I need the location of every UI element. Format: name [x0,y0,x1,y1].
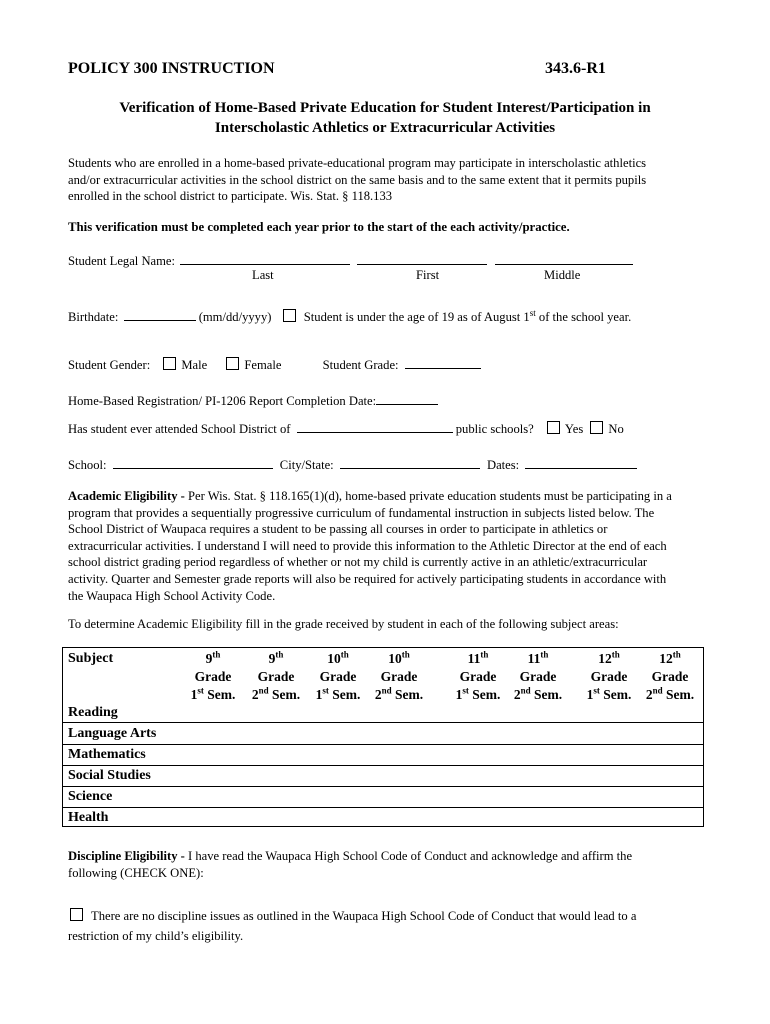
under-19-checkbox[interactable] [283,309,296,322]
school-input[interactable] [113,456,273,469]
last-caption: Last [252,268,274,282]
middle-caption: Middle [544,268,581,282]
semester-number: 1 [455,687,463,702]
student-name-row [68,252,633,269]
academic-line: the Waupaca High School Activity Code. [68,588,276,603]
no-checkbox[interactable] [590,421,603,434]
semester-label: Sem. [468,687,501,702]
policy-number: 343.6-R1 [545,60,606,77]
school-label: School: [68,458,107,472]
grade-number-sup: th [401,649,410,660]
registration-label: Home-Based Registration/ PI-1206 Report Completion Date: [68,394,377,408]
subject-mathematics: Mathematics [68,747,146,762]
attended-label: Has student ever attended School District of [68,422,291,436]
subject-language-arts: Language Arts [68,726,157,741]
discipline-line: following (CHECK ONE): [68,865,204,880]
semester-number: 1 [190,687,198,702]
intro-paragraph [68,155,716,205]
semester-label: Sem. [662,687,695,702]
discipline-line: I have read the Waupaca High School Code of Conduct and acknowledge and affirm the [188,849,633,863]
last-name-input[interactable] [180,252,350,265]
academic-line: program that provides a sequentially progressive curriculum of fundamental instruction in subjects listed below. The [68,505,655,520]
birthdate-label: Birthdate: [68,310,119,324]
row-divider [62,744,704,745]
first-name-input[interactable] [357,252,487,265]
subject-header: Subject [68,651,114,666]
grade-column-header [303,650,373,704]
academic-heading: Academic Eligibility - [68,489,188,503]
semester-label: Sem. [328,687,361,702]
grade-number-sup: th [540,649,549,660]
grade-label: Grade [194,669,232,684]
grade-number-sup: th [212,649,221,660]
semester-label: Sem. [530,687,563,702]
academic-line: Per Wis. Stat. § 118.165(1)(d), home-based private education students must be participating in a [187,489,672,503]
grade-column-header [503,650,573,704]
grade-number-sup: th [611,649,620,660]
semester-label: Sem. [203,687,236,702]
grade-column-header [364,650,434,704]
grade-number: 11 [467,651,481,666]
birthdate-format: (mm/dd/yyyy) [198,310,272,324]
semester-sup: st [462,685,469,696]
grade-label: Grade [651,669,689,684]
no-label: No [608,422,624,436]
grade-number: 9 [205,651,213,666]
under-19-sup: st [529,307,536,318]
gender-label: Student Gender: [68,358,151,372]
academic-line: activity. Quarter and Semester grade reports will also be required for actively participating students in accordance with [68,571,667,586]
semester-number: 1 [315,687,323,702]
grade-instruction: To determine Academic Eligibility fill in the grade received by student in each of the following subject areas: [68,617,619,631]
male-label: Male [181,358,208,372]
discipline-eligibility-paragraph [68,848,716,881]
subject-health: Health [68,810,109,825]
birthdate-input[interactable] [124,308,196,321]
female-label: Female [244,358,282,372]
district-input[interactable] [297,420,453,433]
grade-number: 12 [598,651,612,666]
semester-sup: st [197,685,204,696]
subject-science: Science [68,789,113,804]
semester-sup: st [322,685,329,696]
intro-line: enrolled in the school district to participate. Wis. Stat. § 118.133 [68,189,393,204]
form-title-line1: Verification of Home-Based Private Education for Student Interest/Participation in [119,100,651,116]
semester-number: 1 [586,687,594,702]
grade-number: 12 [659,651,673,666]
grade-number: 11 [527,651,541,666]
intro-line: and/or extracurricular activities in the school district on the same basis and to the same extent that it permits pupils [68,172,647,187]
student-grade-label: Student Grade: [322,358,399,372]
grade-label: Grade [380,669,418,684]
grade-number: 9 [268,651,276,666]
city-state-input[interactable] [340,456,480,469]
semester-number: 2 [645,687,653,702]
yes-checkbox[interactable] [547,421,560,434]
registration-date-input[interactable] [376,392,438,405]
yes-label: Yes [564,422,584,436]
semester-sup: nd [258,685,269,696]
intro-line: Students who are enrolled in a home-based private-educational program may participate in interscholastic athletics [68,156,647,170]
academic-line: extracurricular activities. I understand I will need to provide this information to the Athletic Director at the end of each [68,538,667,553]
semester-sup: nd [652,685,663,696]
grade-label: Grade [519,669,557,684]
student-name-label: Student Legal Name: [68,254,176,268]
subject-social-studies: Social Studies [68,768,151,783]
city-state-label: City/State: [279,458,334,472]
school-row [68,456,637,473]
female-checkbox[interactable] [226,357,239,370]
grade-number-sup: th [275,649,284,660]
student-grade-input[interactable] [405,356,481,369]
discipline-option-1 [68,908,636,924]
grade-number-sup: th [480,649,489,660]
under-19-text-end: of the school year. [535,310,632,324]
gender-row [68,356,481,373]
grade-number-sup: th [672,649,681,660]
grade-number: 10 [388,651,402,666]
semester-number: 2 [251,687,259,702]
no-discipline-text: There are no discipline issues as outlined in the Waupaca High School Code of Conduct that would lead to a [91,909,637,923]
middle-name-input[interactable] [495,252,633,265]
semester-sup: nd [520,685,531,696]
row-divider [62,807,704,808]
grade-label: Grade [590,669,628,684]
semester-number: 2 [374,687,382,702]
public-schools-label: public schools? [455,422,534,436]
under-19-text: Student is under the age of 19 as of August 1 [303,310,530,324]
discipline-heading: Discipline Eligibility - [68,849,189,863]
no-discipline-checkbox[interactable] [70,908,83,921]
birthdate-row [68,308,631,325]
grade-column-header [241,650,311,704]
annual-notice: This verification must be completed each year prior to the start of the each activity/practice. [68,220,570,234]
under-19-label [303,307,632,324]
policy-header: POLICY 300 INSTRUCTION [68,60,275,77]
semester-sup: st [593,685,600,696]
dates-label: Dates: [486,458,520,472]
grade-label: Grade [459,669,497,684]
row-divider [62,722,704,723]
grade-label: Grade [319,669,357,684]
registration-row [68,392,438,409]
grade-column-header [635,650,705,704]
row-divider [62,765,704,766]
first-caption: First [416,268,440,282]
grade-number: 10 [327,651,341,666]
academic-eligibility-paragraph [68,488,716,604]
grade-column-header [178,650,248,704]
attended-row [68,420,624,437]
subject-reading: Reading [68,705,118,720]
academic-line: school district grading period regardless of whether or not my child is currently active in an athletic/extracurricular [68,555,648,570]
row-divider [62,786,704,787]
male-checkbox[interactable] [163,357,176,370]
academic-line: School District of Waupaca requires a student to be passing all courses in order to participate in athletics or [68,522,608,537]
semester-number: 2 [513,687,521,702]
semester-label: Sem. [268,687,301,702]
form-title-line2: Interscholastic Athletics or Extracurricular Activities [214,120,556,136]
semester-sup: nd [381,685,392,696]
grade-column-header [574,650,644,704]
grade-label: Grade [257,669,295,684]
grade-number-sup: th [340,649,349,660]
semester-label: Sem. [599,687,632,702]
semester-label: Sem. [391,687,424,702]
dates-input[interactable] [525,456,637,469]
discipline-option-1-cont: restriction of my child’s eligibility. [68,929,244,943]
